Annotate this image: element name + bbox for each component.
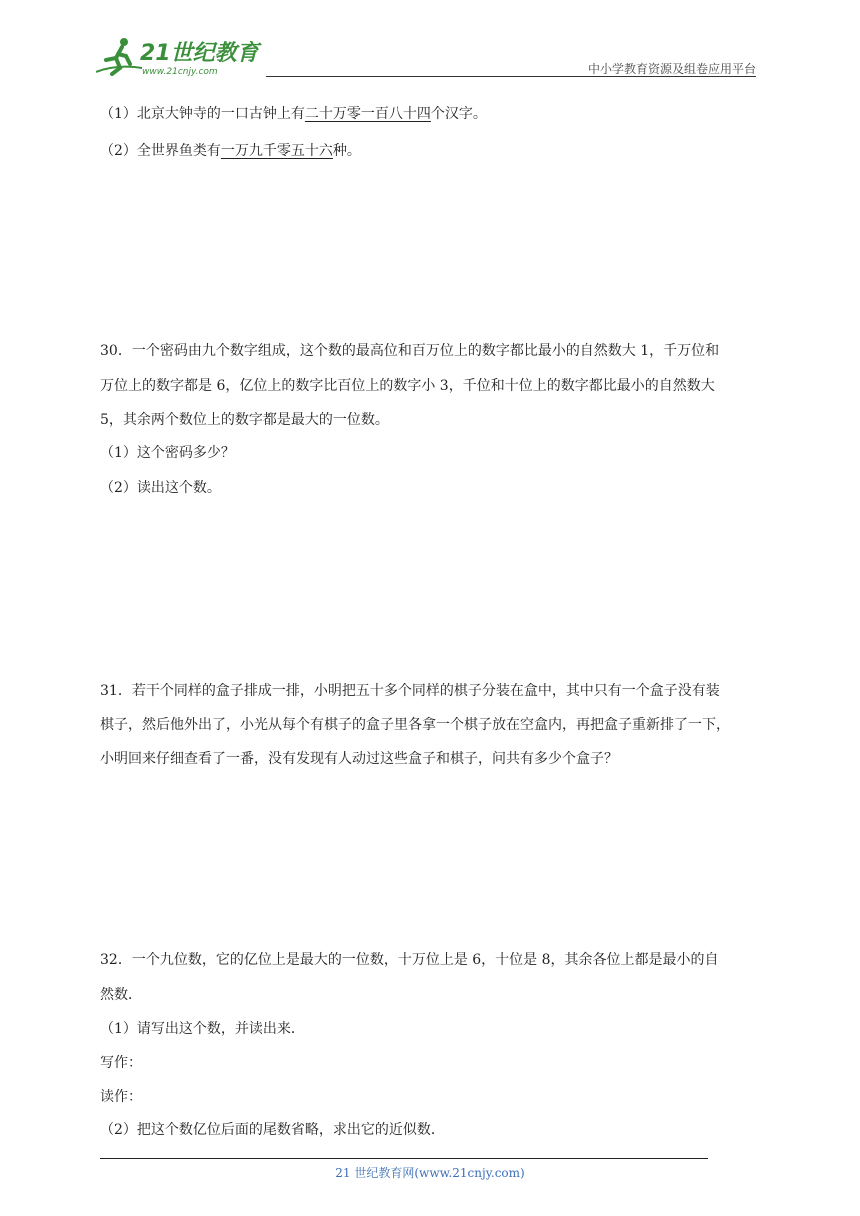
q29-part2-before: （2）全世界鱼类有: [100, 143, 221, 159]
q30-line1: 30．一个密码由九个数字组成，这个数的最高位和百万位上的数字都比最小的自然数大 1，千万位和: [100, 343, 720, 359]
q32-sub2: （2）把这个数亿位后面的尾数省略，求出它的近似数．: [100, 1122, 445, 1138]
q29-part1-after: 个汉字。: [430, 106, 487, 122]
q30-line3: 5，其余两个数位上的数字都是最大的一位数。: [100, 412, 389, 428]
site-logo: [96, 34, 266, 78]
q29-part2: [100, 141, 760, 161]
q31-line3: 小明回来仔细查看了一番，没有发现有人动过这些盒子和棋子，问共有多少个盒子？: [100, 751, 618, 767]
platform-name: 中小学教育资源及组卷应用平台: [587, 62, 756, 76]
q29-part2-after: 种。: [332, 143, 361, 159]
q29-part1: [100, 104, 760, 124]
logo-subtext: www.21cnjy.com: [142, 67, 218, 77]
q30-sub1: （1）这个密码多少？: [100, 445, 235, 461]
q29-part2-answer: 一万九千零五十六: [220, 143, 333, 159]
header-divider: [266, 76, 756, 77]
page-header: [96, 30, 756, 78]
q30-sub2: （2）读出这个数。: [100, 480, 221, 496]
q31-line1: 31．若干个同样的盒子排成一排，小明把五十多个同样的棋子分装在盒中，其中只有一个盒子没有装: [100, 683, 720, 699]
q29-part1-answer: 二十万零一百八十四: [304, 106, 431, 122]
q31-line2: 棋子，然后他外出了，小光从每个有棋子的盒子里各拿一个棋子放在空盒内，再把盒子重新排了一下，: [100, 717, 730, 733]
logo-text: 21世纪教育: [140, 41, 259, 66]
q30-line2: 万位上的数字都是 6，亿位上的数字比百位上的数字小 3，千位和十位上的数字都比最小的自然数大: [100, 378, 715, 394]
q32-line2: 然数．: [100, 987, 142, 1003]
q32-read-label: 读作：: [100, 1089, 142, 1105]
footer-divider: [100, 1158, 708, 1159]
footer-site-link[interactable]: 21 世纪教育网(www.21cnjy.com): [335, 1166, 525, 1180]
q32-line1: 32．一个九位数，它的亿位上是最大的一位数，十万位上是 6，十位是 8，其余各位上都是最小的自: [100, 952, 719, 968]
q29-part1-before: （1）北京大钟寺的一口古钟上有: [100, 106, 305, 122]
q32-write-label: 写作：: [100, 1055, 142, 1071]
q32-sub1: （1）请写出这个数，并读出来．: [100, 1021, 305, 1037]
